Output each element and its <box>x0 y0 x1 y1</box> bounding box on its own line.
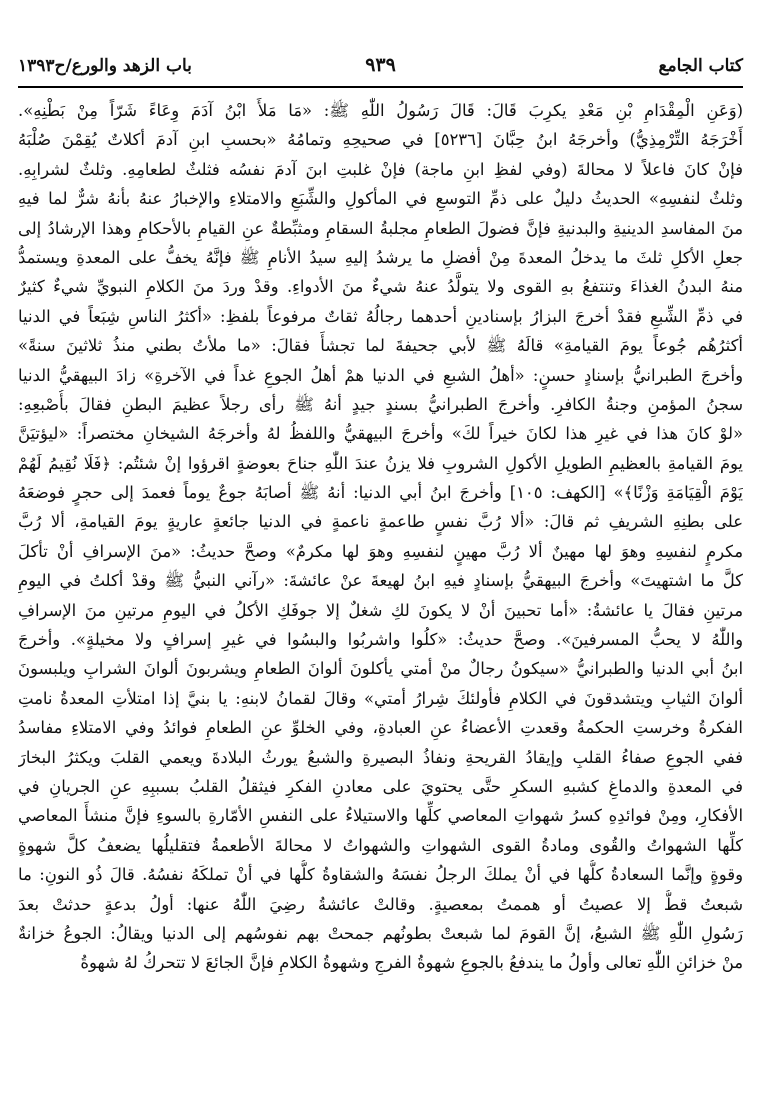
text-line: رَسُولِ اللّٰهِ ﷺ الشبعُ، إنَّ القومَ لما شبعتْ بطونُهم جمحتْ بهم نفوسُهم إلى الدنيا ويقالُ: الجوعُ خزانةٌ <box>18 923 743 943</box>
text-line: يَوْمَ الْقِيَامَةِ وَزْنًا﴾» [الكهف: ١٠٥] وأخرجَ ابنُ أبي الدنيا: أنهُ ﷺ أصابَهُ جوعٌ يوماً فعمدَ إلى حجرٍ فوضعَهُ <box>18 483 743 503</box>
text-line: ابنُ أبي الدنيا والطبرانيُّ «سيكونُ رجالٌ منْ أمتي يأكلونَ ألوانَ الطعامِ ويشربونَ ألوانَ الشرابِ ويلبسونَ <box>18 659 743 679</box>
text-line: كلِّها الشهواتُ والقُوى ومادةُ القوى الشهواتِ والشهواتُ لا محالةَ الأطعمةُ فتقليلُها يضعفُ كلَّ شهوةٍ <box>18 835 743 855</box>
text-line: منَ المفاسدِ الدينيةِ والبدنيةِ فإنَّ فضولَ الطعامِ مجلبةُ السقامِ ومثبِّطةٌ عنِ القيامِ بالأحكامِ وهذا الإرشادُ إلى <box>18 218 743 238</box>
header-rule <box>18 86 743 88</box>
text-line: مكرمٍ لنفسِهِ وهوَ لها مهينٌ ألا رُبَّ مهينٍ لنفسِهِ وهوَ لها مكرمٌ» وصحَّ حديثُ: «منَ الإسرافِ أنْ تأكلَ <box>18 541 743 561</box>
text-line: أَخْرَجَهُ التِّرْمِذِيُّ) وأخرجَهُ ابنُ حِبَّانَ [٥٢٣٦] في صحيحِهِ وتمامُهُ «بحسبِ ابنِ آدمَ أكلاتٌ يُقِمْنَ صُلْبَهُ <box>18 130 743 150</box>
text-line: سجنُ المؤمنِ وجنةُ الكافرِ. وأخرجَ الطبرانيُّ بسندٍ جيدٍ أنهُ ﷺ رأى رجلاً عظيمَ البطنِ فقالَ بأُصْبعِهِ: <box>18 394 743 414</box>
text-line: على بطنِهِ الشريفِ ثم قالَ: «ألا رُبَّ نفسٍ طاعمةٍ ناعمةٍ في الدنيا جائعةٍ عاريةٍ يومَ القيامةِ، ألا رُبَّ <box>18 512 743 532</box>
text-line: وقوةٍ وإنَّما السعادةُ كلُّها في أنْ يملكَ الرجلُ نفسَهُ والشقاوةُ كلُّها في أنْ تملكَهُ نفسُهُ. قالَ ذُو النونِ: ما <box>18 865 743 885</box>
text-line: شبعتُ قطُّ إلا عصيتُ أو هممتُ بمعصيةٍ. وقالتْ عائشةُ رضِيَ اللّٰهُ عنها: أولُ بدعةٍ حدثتْ بعدَ <box>18 894 743 914</box>
text-line: فإنْ كانَ فاعلاً لا محالةَ (وفي لفظِ ابنِ ماجة) فإنْ غلبتِ ابنَ آدمَ نفسُه فثلثٌ لطعامِهِ. وثلثٌ لشرابِهِ. <box>18 159 743 179</box>
text-line: منْ خزائنِ اللّٰهِ تعالى وأولُ ما يندفعُ بالجوعِ شهوةُ الفرجِ وشهوةُ الكلامِ فإنَّ الجائعَ لا تتحركُ لهُ شهوةُ <box>80 953 743 973</box>
text-line: مرتينِ فقالَ يا عائشةُ: «أما تحبينَ أنْ لا يكونَ لكِ شغلٌ إلا جوفَكِ الأكلُ في اليومِ مرتينِ منَ الإسرافِ <box>18 600 743 620</box>
text-line: وثلثٌ لنفسِهِ» الحديثُ دليلٌ على ذمِّ التوسعِ في المأكولِ والشِّبَعِ والامتلاءِ والإخبارُ عنهُ بأنهُ شرٌّ لما فيهِ <box>18 189 743 209</box>
page-number: ٩٣٩ <box>365 54 396 76</box>
text-line: أكثرُهُم جُوعاً يومَ القيامةِ» قالَهُ ﷺ لأبي جحيفةَ لما تجشأَ فقالَ: «ما ملأتُ بطني منذُ ثلاثينَ سنةً» <box>18 336 743 356</box>
text-line: جعلِ الأكلِ ثلثَ ما يدخلُ المعدةَ مِنْ أفضلِ ما يرشدُ إليهِ سيدُ الأنامِ ﷺ فإنَّهُ يخفُّ على المعدةِ ويستمدُّ <box>18 247 743 267</box>
text-line: منهُ البدنُ الغذاءَ وتنتفعُ بهِ القوى ولا يتولَّدُ عنهُ شيءٌ منَ الأدواءِ. وقدْ وردَ منَ الكلامِ النبويِّ شيءٌ كثيرٌ <box>18 277 743 297</box>
text-line: الأفكارِ، ومِنْ فوائدِهِ كسرُ شهواتِ المعاصي كلِّها والاستيلاءُ على النفسِ الأمّارةِ بالسوءِ فإنَّ منشأَ المعاصي <box>18 806 743 826</box>
text-line: واللّٰهُ لا يحبُّ المسرفينَ». وصحَّ حديثُ: «كلُوا واشربُوا والبسُوا في غيرِ إسرافٍ ولا مخيلةٍ». وأخرجَ <box>18 630 743 650</box>
text-line: ففي الجوعِ صفاءُ القلبِ وإيقادُ القريحةِ ونفاذُ البصيرةِ والشبعُ يورثُ البلادةَ ويعمي القلبَ ويكثرُ البخارَ <box>18 747 743 767</box>
text-line: في ذمِّ الشِّبعِ فقدْ أخرجَ البزارُ بإسنادينِ أحدهما رجالُهُ ثقاتٌ مرفوعاً بلفظِ: «أكثرُ الناسِ شِبَعاً في الدنيا <box>18 306 743 326</box>
text-line: في المعدةِ والدماغِ كشبهِ السكرِ حتَّى يحتويَ على معادنِ الفكرِ فيثقلُ القلبُ بسببِهِ عنِ الجريانِ في <box>18 776 743 796</box>
book-title: كتاب الجامع <box>658 56 743 76</box>
text-line: ألوانَ الثيابِ ويتشدقونَ في الكلامِ فأولئكَ شِرارُ أمتي» وقالَ لقمانُ لابنهِ: يا بنيَّ إذا امتلأتِ المعدةُ نامتِ <box>18 688 743 708</box>
body-text <box>18 96 743 978</box>
text-line: يومَ القيامةِ بالعظيمِ الطويلِ الأكولِ الشروبِ فلا يزنُ عندَ اللّٰهِ جناحَ بعوضةٍ اقرؤوا إنْ شئتُم: ﴿فَلَا نُقِيمُ لَهُمْ <box>18 453 743 473</box>
text-line: كلَّ ما اشتهيتَ» وأخرجَ البيهقيُّ بإسنادٍ فيهِ ابنُ لهيعةَ عنْ عائشةَ: «رآني النبيُّ ﷺ وقدْ أكلتُ في اليومِ <box>18 571 743 591</box>
text-line: (وَعَنِ الْمِقْدَامِ بْنِ مَعْدِ يكرِبَ قَالَ: قَالَ رَسُولُ اللّٰهِ ﷺ: «مَا مَلأَ ابْنُ آدَمَ وِعَاءً شَرّاً مِنْ بَطْنِهِ». <box>18 101 743 120</box>
text-line: «لوْ كانَ هذا في غيرِ هذا لكانَ خيراً لكَ» وأخرجَ البيهقيُّ واللفظُ لهُ وأخرجَهُ الشيخانِ مختصراً: «ليؤتيَنَّ <box>18 424 743 444</box>
text-line: وأخرجَ الطبرانيُّ بإسنادٍ حسنٍ: «أهلُ الشبعِ في الدنيا همْ أهلُ الجوعِ غداً في الآخرةِ» زادَ البيهقيُّ الدنيا <box>18 365 743 385</box>
page-header <box>18 50 743 86</box>
text-line: الفكرةُ وخرستِ الحكمةُ وقعدتِ الأعضاءُ عنِ العبادةِ، وفي الخلوِّ عنِ الطعامِ فوائدُ وفي الامتلاءِ مفاسدُ <box>18 718 743 738</box>
chapter-reference: باب الزهد والورع/ح١٣٩٣ <box>18 56 192 76</box>
